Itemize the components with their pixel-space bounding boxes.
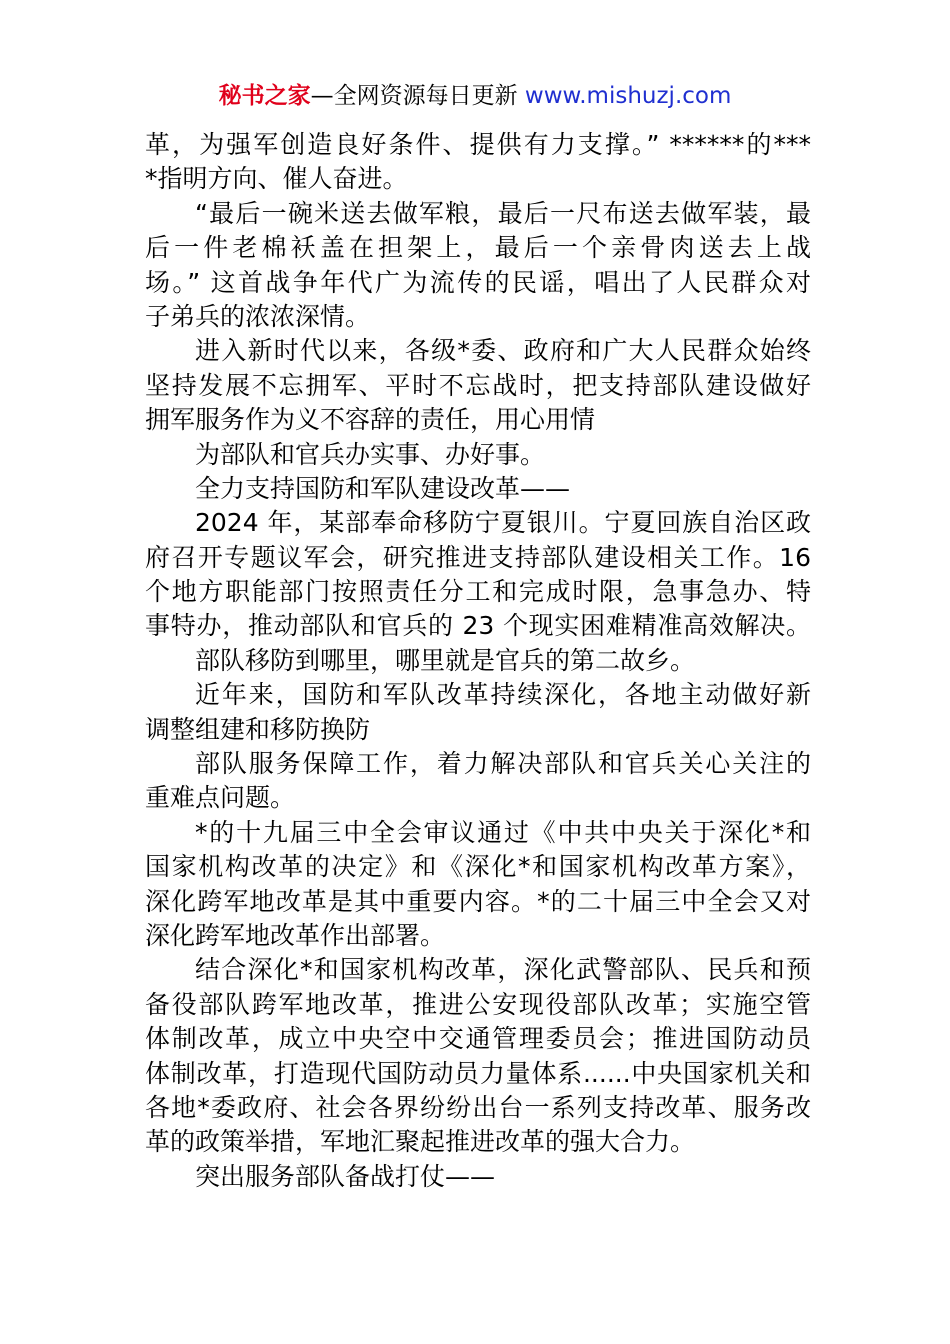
text-line: 突出服务部队备战打仗—— bbox=[195, 1161, 496, 1191]
text-line: 府召开专题议军会，研究推进支持部队建设相关工作。16 bbox=[145, 542, 811, 572]
text-line: 调整组建和移防换防 bbox=[145, 714, 371, 744]
text-line: 后一件老棉袄盖在担架上，最后一个亲骨肉送去上战 bbox=[145, 233, 811, 263]
text-line: 进入新时代以来，各级*委、政府和广大人民群众始终 bbox=[195, 336, 811, 366]
text-line: 深化跨军地改革是其中重要内容。*的二十届三中全会又对 bbox=[145, 886, 811, 916]
text-line: 部队移防到哪里，哪里就是官兵的第二故乡。 bbox=[195, 645, 696, 675]
text-line: 重难点问题。 bbox=[145, 783, 296, 813]
site-brand: 秘书之家 bbox=[218, 83, 311, 109]
text-line: 革的政策举措，军地汇聚起推进改革的强大合力。 bbox=[145, 1127, 696, 1157]
text-line: 2024 年，某部奉命移防宁夏银川。宁夏回族自治区政 bbox=[195, 508, 811, 538]
text-line: 结合深化*和国家机构改革，深化武警部队、民兵和预 bbox=[195, 955, 811, 985]
text-line: 事特办，推动部队和官兵的 23 个现实困难精准高效解决。 bbox=[145, 611, 811, 641]
text-line: 场。” 这首战争年代广为流传的民谣，唱出了人民群众对 bbox=[145, 267, 811, 297]
text-line: 革，为强军创造良好条件、提供有力支撑。” ******的*** bbox=[145, 130, 811, 159]
site-url-link[interactable]: www.mishuzj.com bbox=[524, 83, 732, 109]
text-line: *指明方向、催人奋进。 bbox=[145, 164, 408, 194]
text-line: 拥军服务作为义不容辞的责任，用心用情 bbox=[145, 405, 596, 435]
text-line: “最后一碗米送去做军粮，最后一尺布送去做军装，最 bbox=[195, 198, 811, 228]
text-line: 体制改革，成立中央空中交通管理委员会；推进国防动员 bbox=[145, 1024, 811, 1054]
text-line: 各地*委政府、社会各界纷纷出台一系列支持改革、服务改 bbox=[145, 1092, 811, 1122]
text-line: 部队服务保障工作，着力解决部队和官兵关心关注的 bbox=[195, 749, 811, 779]
text-line: 为部队和官兵办实事、办好事。 bbox=[195, 439, 546, 469]
text-line: 坚持发展不忘拥军、平时不忘战时，把支持部队建设做好 bbox=[145, 370, 811, 400]
text-line: 子弟兵的浓浓深情。 bbox=[145, 301, 371, 331]
text-line: *的十九届三中全会审议通过《中共中央关于深化*和 bbox=[195, 817, 811, 847]
text-line: 深化跨军地改革作出部署。 bbox=[145, 920, 446, 950]
text-line: 全力支持国防和军队建设改革—— bbox=[195, 473, 571, 503]
text-line: 体制改革，打造现代国防动员力量体系......中央国家机关和 bbox=[145, 1058, 811, 1088]
text-line: 近年来，国防和军队改革持续深化，各地主动做好新 bbox=[195, 680, 811, 710]
site-header bbox=[0, 80, 950, 112]
text-line: 国家机构改革的决定》和《深化*和国家机构改革方案》， bbox=[145, 852, 811, 882]
site-tagline: —全网资源每日更新 bbox=[310, 83, 525, 109]
text-line: 个地方职能部门按照责任分工和完成时限，急事急办、特 bbox=[145, 577, 811, 607]
document-body bbox=[145, 128, 811, 1194]
text-line: 备役部队跨军地改革，推进公安现役部队改革；实施空管 bbox=[145, 989, 811, 1019]
